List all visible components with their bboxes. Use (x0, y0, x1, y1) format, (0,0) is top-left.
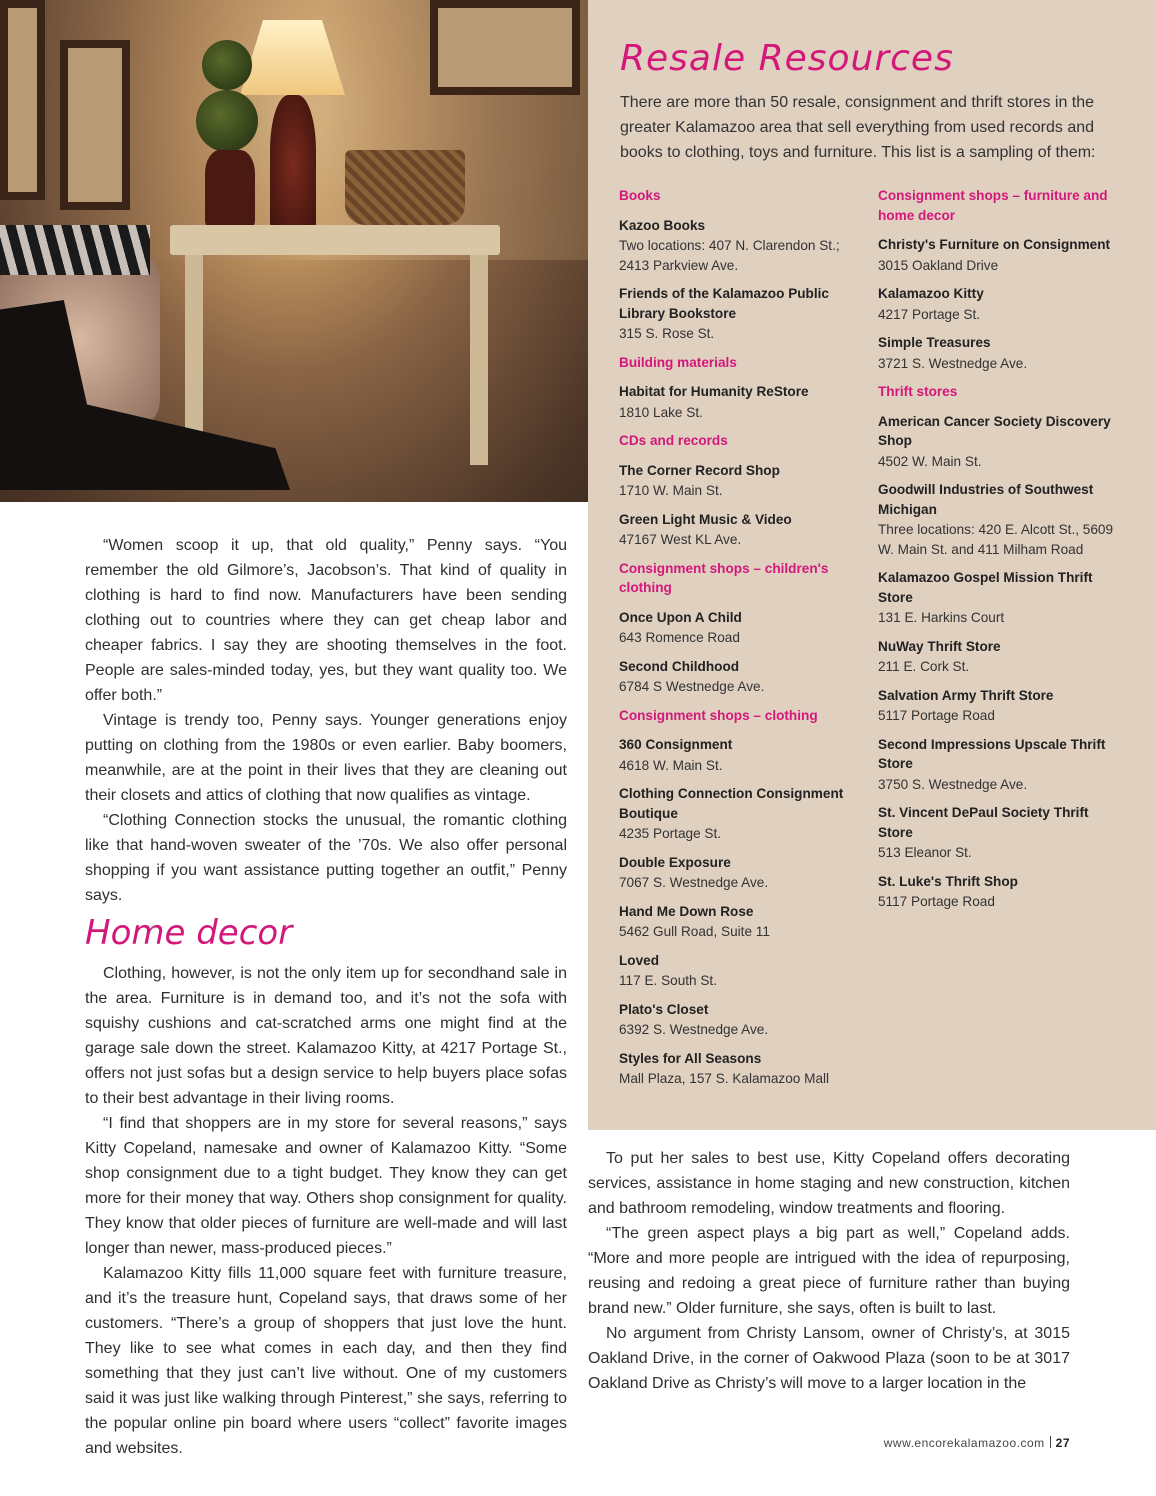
store-address: 315 S. Rose St. (619, 326, 715, 341)
store-name: Double Exposure (619, 854, 731, 870)
resale-resources-sidebar (588, 0, 1156, 1130)
store-name: St. Luke's Thrift Shop (878, 873, 1018, 889)
resource-entry (878, 284, 1123, 324)
footer-url: www.encorekalamazoo.com (883, 1436, 1045, 1450)
category-heading: Consignment shops – children's clothing (619, 560, 829, 595)
article-paragraph: To put her sales to best use, Kitty Copeland offers decorating services, assistance in home staging and new construction, kitchen and bathroom remodeling, window treatments and flooring. (588, 1150, 1070, 1217)
store-name: Hand Me Down Rose (619, 903, 754, 919)
sidebar-intro: There are more than 50 resale, consignment and thrift stores in the greater Kalamazoo area that sell everything from used records and books to clothing, toys and furniture. This list is a sampling of them: (620, 94, 1096, 161)
store-name: Once Upon A Child (619, 609, 742, 625)
store-name: American Cancer Society Discovery Shop (878, 413, 1111, 448)
resource-column-left (619, 186, 864, 1098)
resource-entry (619, 216, 864, 276)
store-name: Green Light Music & Video (619, 511, 792, 527)
store-name: Clothing Connection Consignment Boutique (619, 786, 844, 821)
resource-entry (619, 784, 864, 844)
store-name: Christy's Furniture on Consignment (878, 237, 1111, 252)
store-address: 1710 W. Main St. (619, 483, 723, 498)
section-heading: Home decor (85, 913, 293, 953)
store-address: 5117 Portage Road (878, 708, 995, 723)
store-name: Simple Treasures (878, 335, 991, 350)
resource-entry (878, 872, 1123, 912)
store-name: Kalamazoo Gospel Mission Thrift Store (878, 570, 1093, 605)
resource-entry (619, 1000, 864, 1040)
store-address: 3015 Oakland Drive (878, 257, 999, 273)
page-footer (884, 1436, 1070, 1450)
article-column-left (85, 533, 567, 1461)
store-name: Habitat for Humanity ReStore (619, 384, 809, 399)
article-paragraph: “Women scoop it up, that old quality,” Penny says. “You remember the old Gilmore’s, Jacobson’s. That kind of quality in clothing is hard to find now. Manufacturers have been sending clothing out to countries where they can get cheap labor and cheaper fabrics. I say they are shooting themselves in the foot. People are sales-minded today, yes, but they want quality too. We offer both.” (85, 537, 567, 704)
category-heading: Building materials (619, 354, 737, 370)
article-column-right (588, 1146, 1070, 1396)
resource-entry (619, 853, 864, 893)
store-name: Kazoo Books (619, 217, 706, 233)
store-address: 3750 S. Westnedge Ave. (878, 776, 1028, 792)
store-name: NuWay Thrift Store (878, 638, 1001, 654)
store-address: 4502 W. Main St. (878, 453, 982, 469)
store-address: 5462 Gull Road, Suite 11 (619, 924, 770, 939)
store-address: 643 Romence Road (619, 630, 740, 645)
resource-entry (619, 657, 864, 697)
resource-entry (878, 333, 1123, 373)
store-name: Goodwill Industries of Southwest Michigan (878, 482, 1094, 517)
store-address: Two locations: 407 N. Clarendon St.; 2413 Parkview Ave. (619, 238, 840, 273)
resource-entry (619, 735, 864, 775)
article-paragraph: Clothing, however, is not the only item up for secondhand sale in the area. Furniture is in demand too, and it’s not the sofa with squishy cushions and cat-scratched arms one might find at the garage sale down the street. Kalamazoo Kitty, at 4217 Portage St., offers not just sofas but a design service to help buyers place sofas to their best advantage in their living rooms. (85, 965, 567, 1107)
resource-entry (619, 608, 864, 648)
category-heading: Consignment shops – clothing (619, 707, 818, 723)
resource-entry (619, 382, 864, 422)
footer-divider (1050, 1436, 1051, 1448)
resource-entry (878, 637, 1123, 677)
sidebar-title: Resale Resources (620, 38, 954, 79)
resource-entry (878, 235, 1123, 275)
store-name: Kalamazoo Kitty (878, 286, 984, 301)
page-number: 27 (1055, 1436, 1070, 1450)
store-name: Plato's Closet (619, 1001, 709, 1017)
resource-entry (619, 461, 864, 501)
store-address: 117 E. South St. (619, 973, 717, 988)
store-address: 7067 S. Westnedge Ave. (619, 875, 769, 890)
resource-entry (878, 686, 1123, 726)
store-name: Styles for All Seasons (619, 1050, 762, 1066)
article-paragraph: “I find that shoppers are in my store for several reasons,” says Kitty Copeland, namesake and owner of Kalamazoo Kitty. “Some shop consignment due to a tight budget. They know they can get more for their money that way. Others shop consignment for quality. They know that older pieces of furniture are well-made and will last longer than newer, mass-produced pieces.” (85, 1115, 567, 1257)
article-paragraph: Kalamazoo Kitty fills 11,000 square feet with furniture treasure, and it’s the treasure hunt, Copeland says, that draws some of her customers. “There’s a group of shoppers that just love the hunt. They like to see what comes in each day, and then they find something that they just can’t live without. One of my customers said it was just like walking through Pinterest,” she says, referring to the popular online pin board where users “collect” favorite images and websites. (85, 1265, 567, 1457)
furniture-store-photo (0, 0, 588, 502)
store-address: 4235 Portage St. (619, 826, 722, 841)
resource-entry (878, 568, 1123, 628)
store-name: Second Impressions Upscale Thrift Store (878, 736, 1106, 771)
store-address: 513 Eleanor St. (878, 845, 972, 860)
store-name: St. Vincent DePaul Society Thrift Store (878, 805, 1089, 840)
resource-entry (619, 284, 864, 344)
store-address: Mall Plaza, 157 S. Kalamazoo Mall (619, 1071, 830, 1086)
article-paragraph: “The green aspect plays a big part as well,” Copeland adds. “More and more people are intrigued with the idea of repurposing, reusing and redoing a great piece of furniture rather than buying brand new.” Older furniture, she says, often is built to last. (588, 1225, 1070, 1317)
category-heading: Books (619, 188, 661, 203)
store-address: 211 E. Cork St. (878, 659, 970, 674)
article-paragraph: Vintage is trendy too, Penny says. Younger generations enjoy putting on clothing from the 1980s or even earlier. Baby boomers, meanwhile, are at the point in their lives that they are cleaning out their closets and attics of clothing that now qualifies as vintage. (85, 712, 567, 804)
store-address: Three locations: 420 E. Alcott St., 5609 W. Main St. and 411 Milham Road (878, 522, 1114, 557)
resource-entry (878, 735, 1123, 795)
category-heading: Consignment shops – furniture and home decor (878, 188, 1108, 223)
store-address: 5117 Portage Road (878, 894, 995, 909)
resource-entry (619, 951, 864, 991)
resource-entry (878, 412, 1123, 472)
category-heading: CDs and records (619, 433, 728, 448)
article-paragraph: No argument from Christy Lansom, owner of Christy’s, at 3015 Oakland Drive, in the corner of Oakwood Plaza (soon to be at 3017 Oakland Drive as Christy’s will move to a larger location in the (588, 1325, 1070, 1392)
store-address: 47167 West KL Ave. (619, 532, 742, 547)
store-name: 360 Consignment (619, 737, 733, 752)
store-address: 6392 S. Westnedge Ave. (619, 1022, 769, 1037)
store-name: Second Childhood (619, 658, 740, 674)
store-address: 1810 Lake St. (619, 404, 703, 420)
store-name: Loved (619, 952, 660, 968)
resource-entry (619, 510, 864, 550)
store-address: 4618 W. Main St. (619, 757, 723, 773)
resource-entry (878, 480, 1123, 559)
resource-column-right (878, 186, 1123, 921)
store-address: 131 E. Harkins Court (878, 610, 1005, 625)
store-address: 4217 Portage St. (878, 306, 981, 322)
resource-entry (878, 803, 1123, 863)
category-heading: Thrift stores (878, 384, 958, 399)
resource-entry (619, 1049, 864, 1089)
article-paragraph: “Clothing Connection stocks the unusual, the romantic clothing like that hand-woven sweater of the ’70s. We also offer personal shopping if you want assistance putting together an outfit,” Penny says. (85, 812, 567, 904)
store-name: Friends of the Kalamazoo Public Library Bookstore (619, 286, 829, 321)
store-address: 3721 S. Westnedge Ave. (878, 355, 1028, 371)
store-address: 6784 S Westnedge Ave. (619, 679, 765, 694)
store-name: The Corner Record Shop (619, 462, 780, 478)
resource-entry (619, 902, 864, 942)
store-name: Salvation Army Thrift Store (878, 687, 1054, 703)
